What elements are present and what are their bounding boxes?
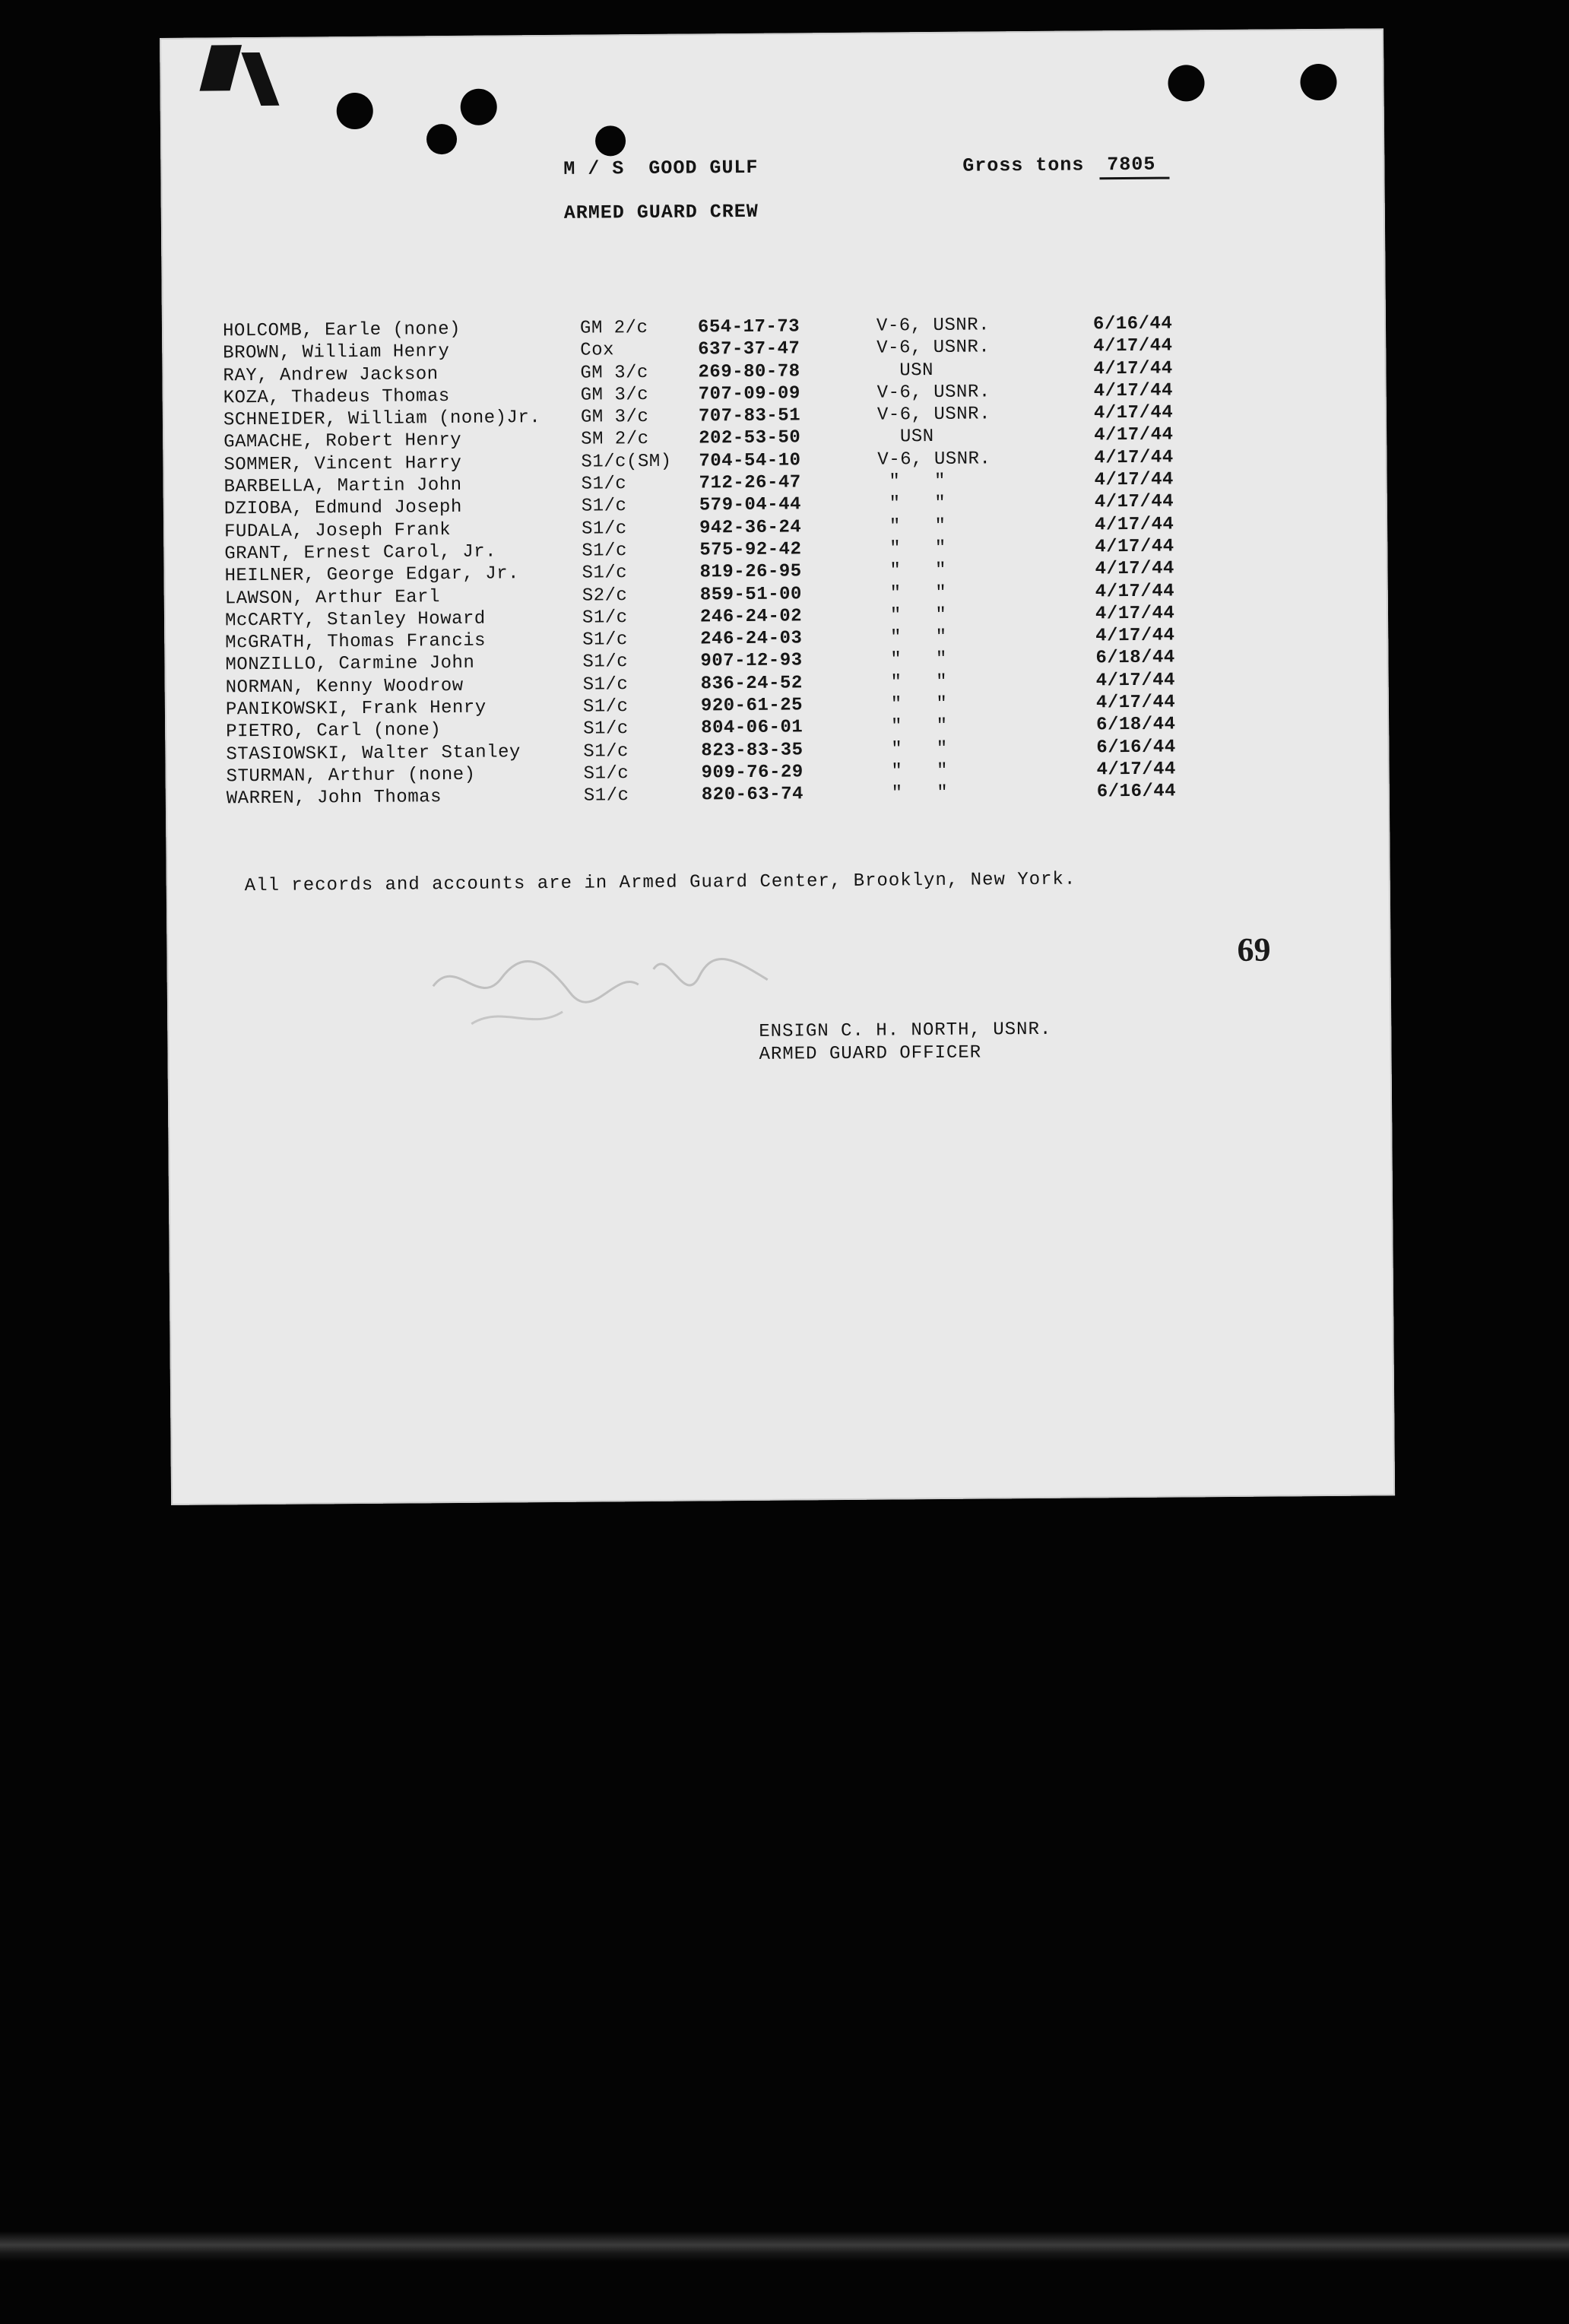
crew-date: 4/17/44	[1095, 581, 1175, 602]
crew-roster	[222, 313, 1177, 811]
crew-name: DZIOBA, Edmund Joseph	[223, 497, 462, 520]
crew-name: HOLCOMB, Earle (none)	[222, 319, 461, 342]
crew-date: 4/17/44	[1093, 402, 1174, 424]
crew-serial: 575-92-42	[699, 539, 802, 561]
records-note: All records and accounts are in Armed Guard Center, Brooklyn, New York.	[244, 869, 1076, 897]
handwritten-signature	[425, 938, 775, 1040]
crew-service: V-6, USNR.	[877, 449, 991, 471]
crew-serial: 909-76-29	[701, 762, 804, 784]
crew-date: 4/17/44	[1093, 335, 1173, 357]
crew-service: " "	[877, 471, 946, 493]
document-page	[160, 28, 1395, 1505]
crew-name: WARREN, John Thomas	[226, 787, 442, 810]
crew-service: V-6, USNR.	[876, 382, 991, 404]
crew-name: NORMAN, Kenny Woodrow	[225, 675, 464, 699]
crew-service: " "	[880, 783, 949, 804]
gross-tons-label: Gross tons	[962, 154, 1085, 177]
crew-date: 4/17/44	[1094, 447, 1174, 469]
crew-rate: S1/c	[581, 518, 627, 540]
crew-rate: S2/c	[582, 585, 628, 607]
punch-hole	[461, 89, 497, 125]
film-edge	[0, 2231, 1569, 2262]
crew-name: KOZA, Thadeus Thomas	[223, 385, 450, 409]
crew-date: 4/17/44	[1095, 625, 1175, 647]
crew-name: SCHNEIDER, William (none)Jr.	[223, 407, 541, 431]
ship-name: M / S GOOD GULF	[563, 156, 759, 180]
crew-rate: S1/c	[581, 474, 627, 495]
crew-serial: 654-17-73	[697, 316, 800, 338]
officer-title: ARMED GUARD OFFICER	[759, 1042, 982, 1065]
crew-name: HEILNER, George Edgar, Jr.	[224, 563, 520, 587]
ink-blot	[241, 52, 279, 106]
crew-serial: 707-09-09	[698, 383, 800, 405]
crew-serial: 269-80-78	[698, 360, 800, 383]
crew-rate: S1/c	[582, 563, 628, 584]
crew-name: McGRATH, Thomas Francis	[225, 630, 487, 654]
crew-serial: 836-24-52	[700, 673, 803, 695]
crew-service: USN	[877, 426, 934, 449]
crew-date: 4/17/44	[1095, 536, 1174, 558]
crew-service: " "	[877, 493, 946, 515]
crew-service: " "	[879, 649, 947, 671]
crew-rate: S1/c(SM)	[581, 451, 672, 473]
crew-name: MONZILLO, Carmine John	[225, 653, 475, 676]
crew-date: 4/17/44	[1094, 491, 1174, 513]
crew-serial: 707-83-51	[698, 405, 801, 427]
crew-service: " "	[880, 716, 948, 737]
crew-rate: S1/c	[582, 541, 628, 562]
crew-serial: 202-53-50	[699, 427, 801, 449]
crew-date: 4/17/44	[1094, 425, 1174, 446]
crew-service: " "	[879, 693, 948, 715]
crew-date: 6/16/44	[1096, 781, 1177, 803]
crew-service: V-6, USNR.	[876, 404, 991, 426]
crew-serial: 637-37-47	[698, 338, 800, 360]
crew-rate: S1/c	[583, 740, 629, 763]
crew-name: RAY, Andrew Jackson	[223, 363, 439, 386]
crew-rate: GM 3/c	[580, 384, 649, 406]
crew-service: " "	[878, 537, 946, 560]
crew-service: " "	[880, 738, 948, 760]
crew-service: " "	[878, 560, 947, 582]
crew-rate: S1/c	[583, 718, 629, 740]
page-number: 69	[1237, 931, 1271, 969]
crew-serial: 246-24-02	[699, 606, 803, 628]
punch-hole	[1300, 64, 1336, 100]
crew-serial: 823-83-35	[701, 740, 804, 762]
crew-rate: S1/c	[583, 763, 629, 785]
crew-date: 6/18/44	[1095, 647, 1175, 669]
crew-serial: 819-26-95	[699, 561, 802, 583]
crew-service: " "	[880, 760, 949, 782]
punch-hole	[337, 93, 373, 129]
crew-name: FUDALA, Joseph Frank	[223, 519, 452, 543]
crew-date: 4/17/44	[1094, 514, 1174, 536]
crew-rate: GM 3/c	[580, 362, 649, 384]
crew-rate: S1/c	[582, 696, 629, 718]
crew-service: " "	[877, 515, 946, 537]
crew-date: 6/18/44	[1096, 714, 1176, 736]
punch-hole	[426, 124, 457, 154]
crew-date: 6/16/44	[1092, 313, 1173, 335]
crew-name: GRANT, Ernest Carol, Jr.	[224, 541, 497, 565]
crew-name: LAWSON, Arthur Earl	[224, 586, 441, 609]
crew-service: USN	[876, 360, 934, 382]
crew-serial: 907-12-93	[700, 650, 803, 672]
crew-date: 4/17/44	[1096, 759, 1177, 781]
crew-name: GAMACHE, Robert Henry	[223, 430, 462, 453]
crew-rate: GM 2/c	[579, 317, 648, 339]
crew-name: PANIKOWSKI, Frank Henry	[225, 697, 487, 721]
crew-serial: 712-26-47	[699, 472, 801, 494]
crew-name: SOMMER, Vincent Harry	[223, 452, 462, 476]
crew-name: BROWN, William Henry	[223, 341, 450, 364]
crew-date: 4/17/44	[1093, 358, 1173, 379]
crew-date: 4/17/44	[1095, 692, 1176, 714]
crew-service: " "	[878, 582, 947, 604]
crew-date: 4/17/44	[1095, 558, 1174, 580]
crew-service: V-6, USNR.	[876, 315, 991, 337]
crew-rate: S1/c	[582, 652, 629, 674]
crew-serial: 804-06-01	[701, 717, 804, 739]
crew-service: " "	[879, 627, 947, 648]
crew-list-title: ARMED GUARD CREW	[563, 200, 759, 224]
crew-date: 6/16/44	[1096, 737, 1176, 758]
crew-serial: 704-54-10	[699, 450, 801, 472]
crew-service: " "	[878, 604, 947, 626]
crew-rate: S1/c	[583, 785, 629, 807]
crew-name: STURMAN, Arthur (none)	[226, 764, 476, 788]
crew-rate: GM 3/c	[580, 407, 649, 428]
crew-name: STASIOWSKI, Walter Stanley	[226, 741, 521, 765]
crew-rate: S1/c	[582, 674, 629, 696]
crew-rate: SM 2/c	[581, 429, 649, 451]
crew-serial: 859-51-00	[699, 583, 803, 606]
crew-date: 4/17/44	[1095, 670, 1176, 692]
crew-serial: 820-63-74	[701, 784, 804, 806]
crew-date: 4/17/44	[1093, 380, 1174, 402]
gross-tons-value: 7805	[1099, 154, 1169, 180]
crew-service: V-6, USNR.	[876, 337, 991, 359]
crew-serial: 246-24-03	[700, 628, 803, 650]
ink-blot	[200, 45, 242, 90]
crew-rate: S1/c	[582, 629, 628, 651]
crew-rate: S1/c	[582, 607, 628, 629]
crew-serial: 920-61-25	[700, 695, 804, 717]
crew-rate: Cox	[580, 340, 615, 361]
crew-name: McCARTY, Stanley Howard	[224, 608, 486, 632]
crew-rate: S1/c	[581, 496, 627, 518]
crew-serial: 942-36-24	[699, 517, 802, 539]
punch-hole	[1168, 65, 1204, 101]
crew-service: " "	[879, 671, 948, 693]
crew-date: 4/17/44	[1095, 603, 1175, 625]
punch-hole	[595, 125, 626, 156]
crew-name: BARBELLA, Martin John	[223, 474, 462, 498]
officer-name: ENSIGN C. H. NORTH, USNR.	[759, 1019, 1052, 1042]
crew-name: PIETRO, Carl (none)	[226, 720, 442, 743]
crew-serial: 579-04-44	[699, 494, 802, 516]
crew-date: 4/17/44	[1094, 469, 1174, 491]
